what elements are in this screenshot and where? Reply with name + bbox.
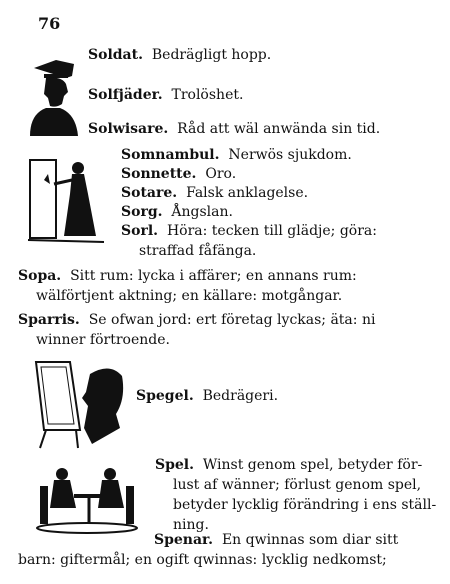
entry-sopa	[18, 266, 438, 306]
entry-definition: Winst genom spel, betyder för-	[202, 457, 423, 473]
entry-definition: Oro.	[205, 166, 237, 182]
entry-soldat	[88, 45, 271, 66]
entry-somnambul	[121, 145, 352, 166]
entry-term: Spenar.	[154, 532, 214, 548]
entry-term: Spegel.	[136, 388, 194, 404]
entry-continuation: betyder lycklig förändring i ens ställ-	[173, 497, 437, 513]
entry-term: Solwisare.	[88, 121, 169, 137]
entry-definition: Trolöshet.	[171, 87, 244, 103]
entry-sorl	[121, 221, 431, 261]
entry-sparris	[18, 310, 438, 350]
entry-term: Sparris.	[18, 312, 80, 328]
entry-continuation: straffad fåfänga.	[139, 243, 257, 259]
entry-sorg	[121, 202, 233, 223]
entry-term: Sorl.	[121, 223, 159, 239]
entry-solwisare	[88, 119, 380, 140]
entry-continuation: wälförtjent aktning; en källare: motgångar.	[36, 288, 343, 304]
entry-term: Sonnette.	[121, 166, 197, 182]
page-number: 76	[38, 14, 61, 33]
entry-definition: Sitt rum: lycka i affärer; en annans rum:	[70, 268, 357, 284]
entry-continuation: barn: giftermål; en ogift qwinnas: lycklig nedkomst;	[18, 552, 387, 568]
entry-sotare	[121, 183, 308, 204]
entry-term: Sopa.	[18, 268, 62, 284]
sleepwalker-doorway-illustration	[24, 154, 106, 246]
entry-definition: Bedrägeri.	[202, 388, 279, 404]
entry-term: Soldat.	[88, 47, 143, 63]
entry-continuation: winner förtroende.	[36, 332, 170, 348]
entry-solfjader	[88, 85, 243, 106]
entry-definition: Falsk anklagelse.	[186, 185, 309, 201]
entry-term: Solfjäder.	[88, 87, 163, 103]
entry-definition: Ångslan.	[171, 204, 233, 220]
entry-definition: Se ofwan jord: ert företag lyckas; äta: ni	[88, 312, 376, 328]
soldier-silhouette-illustration	[26, 56, 82, 136]
entry-definition: Råd att wäl anwända sin tid.	[177, 121, 381, 137]
card-players-illustration	[34, 462, 140, 534]
entry-spegel	[136, 386, 278, 407]
entry-sonnette	[121, 164, 236, 185]
entry-spel	[155, 455, 440, 535]
entry-term: Sorg.	[121, 204, 163, 220]
entry-definition: Nerwös sjukdom.	[228, 147, 352, 163]
entry-term: Sotare.	[121, 185, 178, 201]
entry-continuation: lust af wänner; förlust genom spel,	[173, 477, 422, 493]
entry-term: Spel.	[155, 457, 194, 473]
entry-definition: En qwinnas som diar sitt	[221, 532, 399, 548]
entry-definition: Höra: tecken till glädje; göra:	[166, 223, 377, 239]
mirror-profile-illustration	[30, 358, 130, 450]
entry-spenar	[18, 530, 438, 570]
entry-definition: Bedrägligt hopp.	[151, 47, 272, 63]
entry-term: Somnambul.	[121, 147, 220, 163]
entry-continuation: ning.	[173, 517, 209, 533]
